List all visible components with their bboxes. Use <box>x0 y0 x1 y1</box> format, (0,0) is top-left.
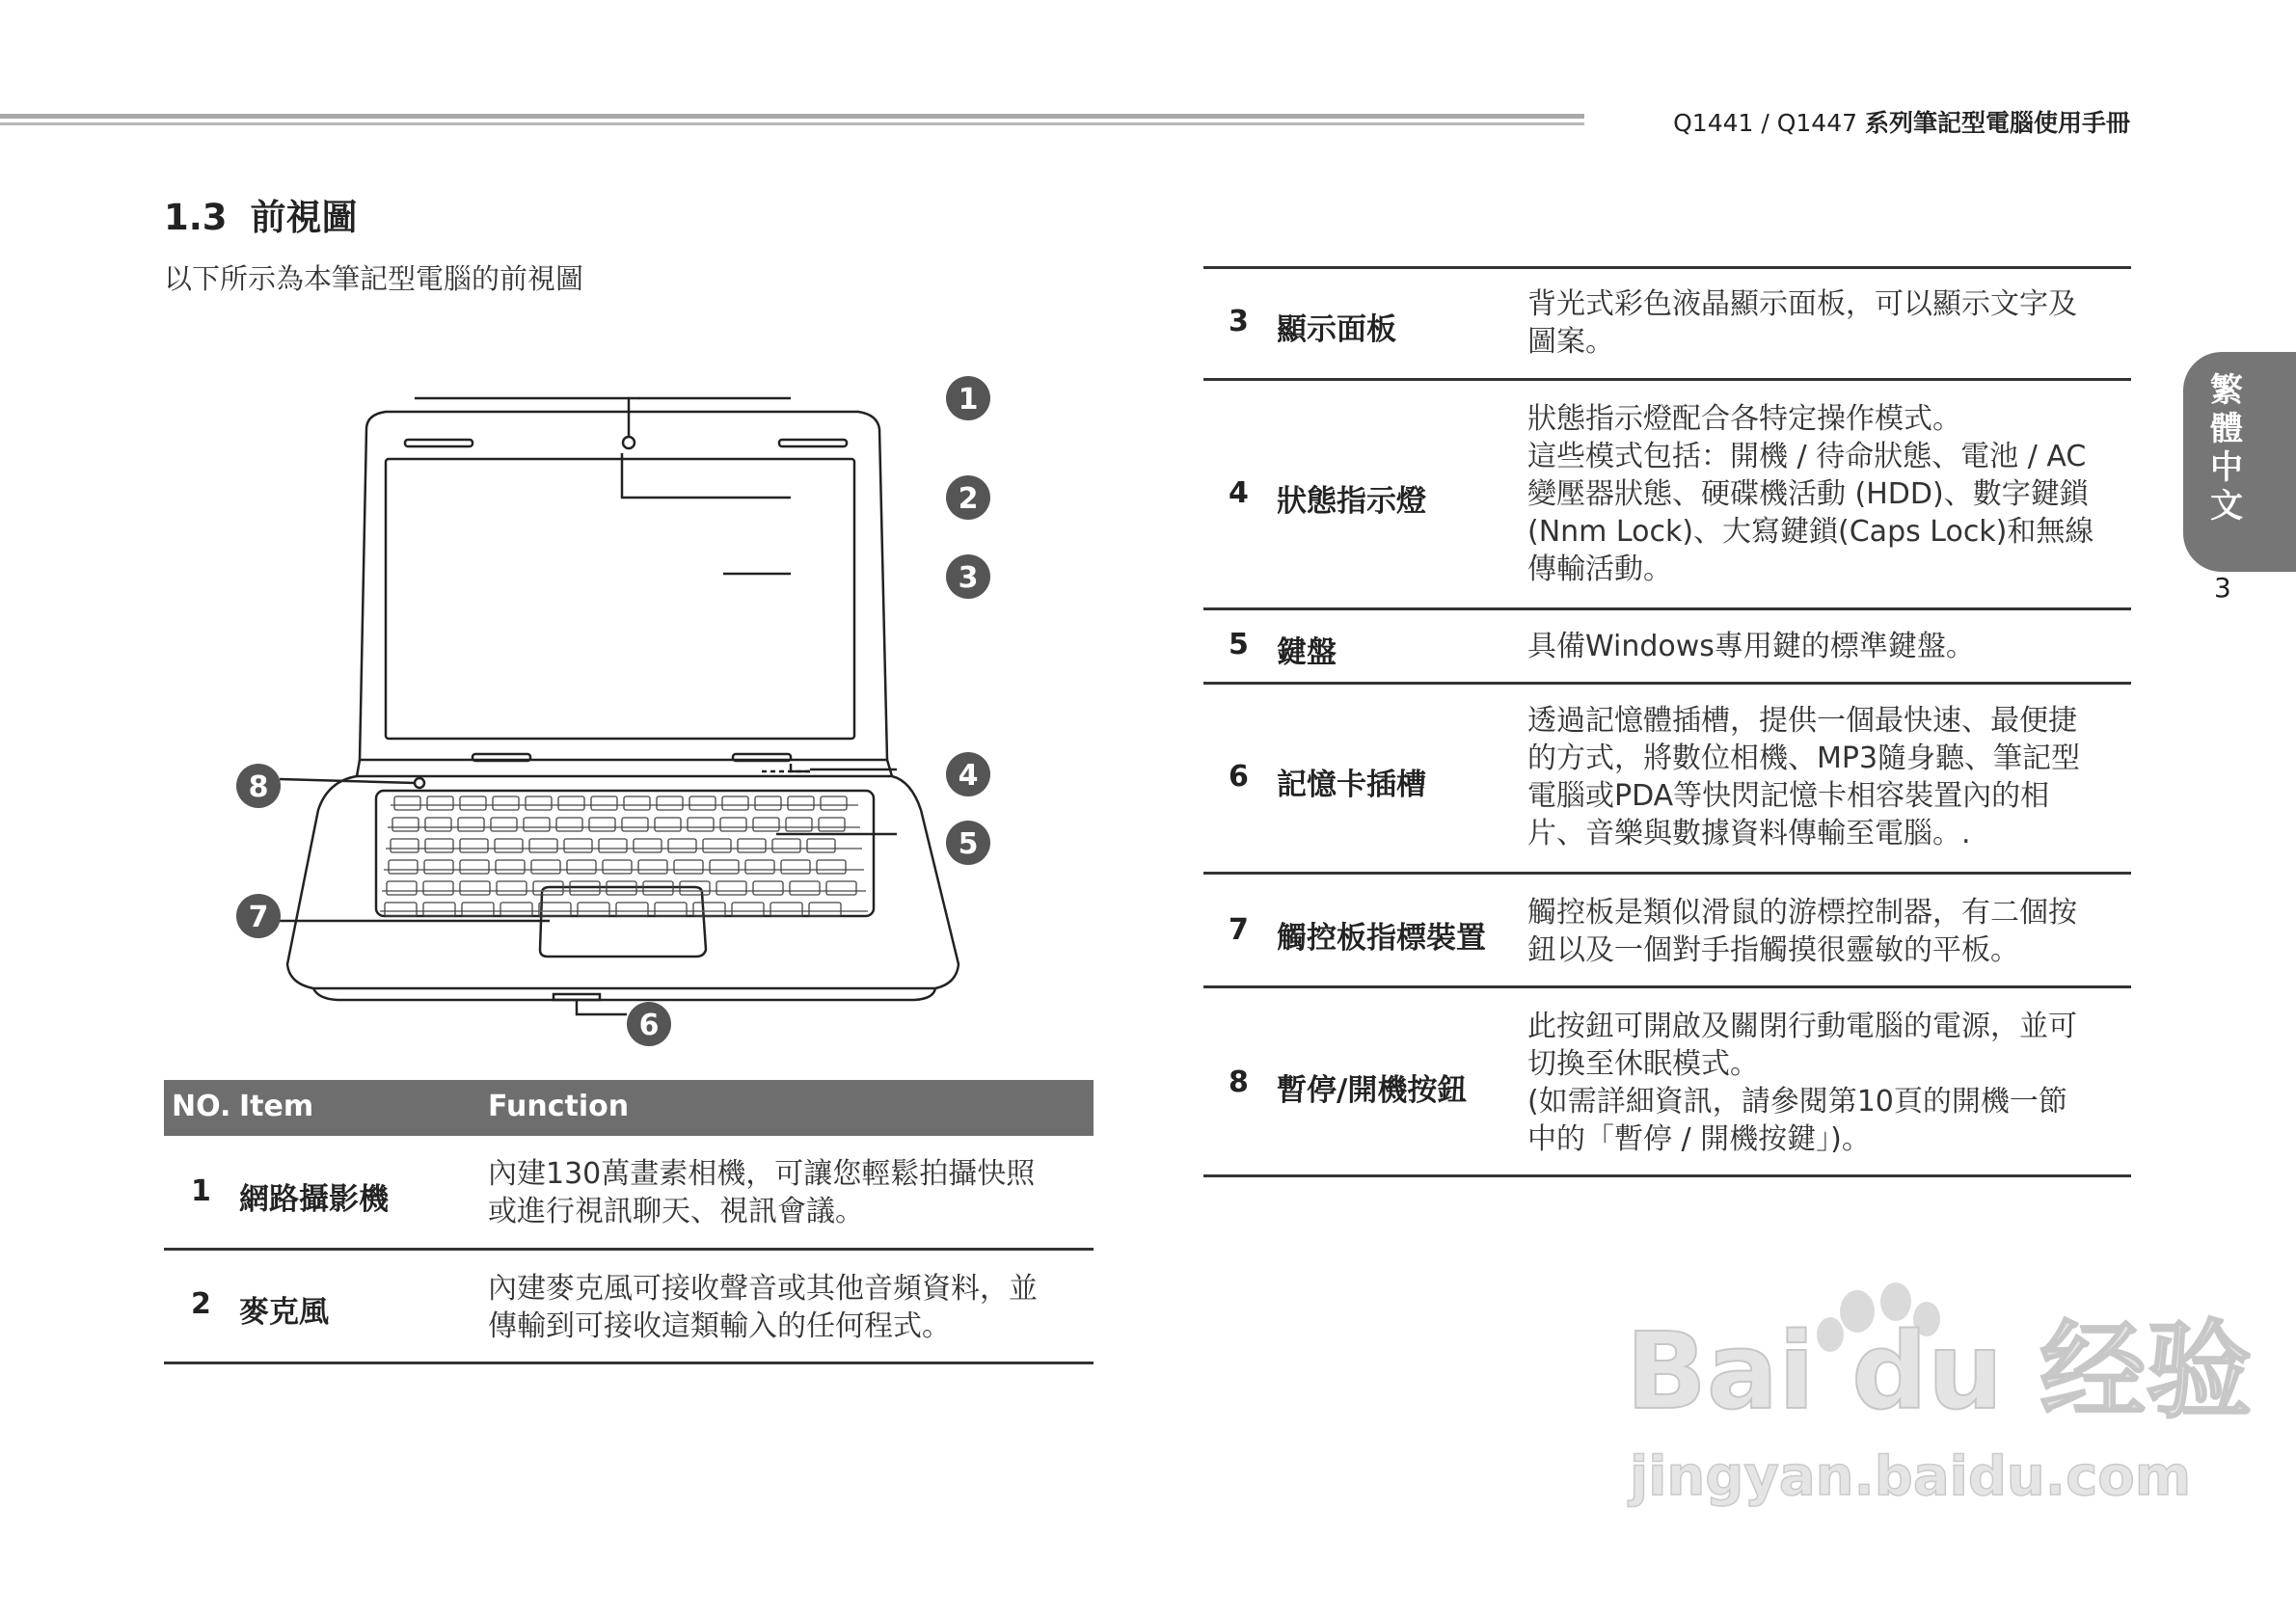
callout-1 <box>946 376 990 420</box>
table-row <box>164 1136 1094 1251</box>
keyboard-key <box>556 818 582 831</box>
keyboard-key <box>703 839 731 852</box>
keyboard-key <box>753 881 783 895</box>
row-no: 7 <box>1229 913 1249 947</box>
section-title: 前視圖 <box>250 197 358 238</box>
watermark-logo: Bai du 经验 <box>1626 1309 2253 1433</box>
callout-8 <box>236 764 281 808</box>
keyboard-key <box>531 860 560 874</box>
keyboard-key <box>772 839 800 852</box>
power-button <box>415 778 424 788</box>
keyboard-key <box>391 839 419 852</box>
row-item: 網路攝影機 <box>239 1182 389 1217</box>
keyboard-key <box>807 839 835 852</box>
row-function: 狀態指示燈配合各特定操作模式。 這些模式包括：開機 / 待命狀態、電池 / AC 變壓器狀態、硬碟機活動 (HDD)、數字鍵鎖 (Nnm Lock)、大寫鍵鎖(Caps Lock)和無線 傳輸活動。 <box>1527 402 2094 586</box>
keyboard-key <box>385 903 417 916</box>
keyboard-key <box>423 881 453 895</box>
keyboard-key <box>710 860 739 874</box>
row-no: 1 <box>191 1174 211 1208</box>
table-row <box>164 1251 1094 1364</box>
section-intro: 以下所示為本筆記型電腦的前視圖 <box>164 262 584 295</box>
keyboard-key <box>589 818 615 831</box>
card-slot <box>554 994 600 1000</box>
svg-text:5: 5 <box>958 827 979 861</box>
table-row <box>1203 875 2131 988</box>
row-item: 暫停/開機按鈕 <box>1277 1073 1468 1108</box>
keyboard-key <box>495 839 523 852</box>
keyboard-key <box>809 903 841 916</box>
keyboard-key <box>826 881 856 895</box>
svg-text:7: 7 <box>248 901 269 934</box>
keyboard-key <box>716 881 746 895</box>
row-function: 透過記憶體插槽，提供一個最快速、最便捷 的方式，將數位相機、MP3隨身聽、筆記型 電腦或PDA等快閃記憶卡相容裝置內的相 片、音樂與數據資料傳輸至電腦。. <box>1527 704 2081 850</box>
keyboard-key <box>821 796 847 810</box>
keyboard-key <box>622 818 648 831</box>
display-screen <box>386 459 854 739</box>
table-row <box>1203 988 2131 1177</box>
row-no: 3 <box>1229 305 1249 338</box>
keyboard-key <box>539 903 571 916</box>
keyboard-key <box>425 818 451 831</box>
keyboard-key <box>624 796 650 810</box>
keyboard-key <box>578 903 609 916</box>
header-title <box>1673 104 2130 139</box>
header-item: Item <box>239 1090 314 1123</box>
keyboard-key <box>524 818 550 831</box>
row-function: 此按鈕可開啟及關閉行動電腦的電源，並可 切換至休眠模式。 (如需詳細資訊，請參閱第10頁的開機一節 中的「暫停 / 開機按鍵」)。 <box>1527 1010 2077 1156</box>
keyboard-key <box>493 796 519 810</box>
row-function: 背光式彩色液晶顯示面板，可以顯示文字及 圖案。 <box>1527 287 2077 359</box>
keyboard-key <box>392 818 419 831</box>
svg-text:4: 4 <box>958 759 979 793</box>
webcam-lens <box>623 437 635 448</box>
keyboard-key <box>491 818 517 831</box>
row-no: 6 <box>1229 760 1249 794</box>
keyboard-key <box>599 839 627 852</box>
callout-7 <box>236 894 281 938</box>
keyboard-key <box>689 796 716 810</box>
row-no: 2 <box>191 1287 211 1321</box>
keyboard-key <box>753 818 779 831</box>
row-function: 具備Windows專用鍵的標準鍵盤。 <box>1527 630 1975 663</box>
keyboard-key <box>668 839 696 852</box>
keyboard-key <box>497 881 527 895</box>
keyboard-key <box>657 796 683 810</box>
keyboard-key <box>567 860 596 874</box>
row-item: 記憶卡插槽 <box>1277 768 1426 802</box>
row-item: 麥克風 <box>239 1295 329 1330</box>
keyboard-key <box>458 818 484 831</box>
row-item: 觸控板指標裝置 <box>1277 921 1486 956</box>
keyboard-key <box>424 860 453 874</box>
callout-3 <box>946 554 990 599</box>
callout-2 <box>946 475 990 520</box>
keyboard-key <box>770 903 802 916</box>
keyboard-key <box>674 860 703 874</box>
section-number: 1.3 <box>164 197 228 238</box>
svg-text:2: 2 <box>958 482 979 516</box>
keyboard-key <box>394 796 420 810</box>
table-header <box>164 1080 1094 1136</box>
keyboard-key <box>688 818 714 831</box>
svg-text:6: 6 <box>638 1009 660 1042</box>
keyboard-key <box>389 860 418 874</box>
keyboard-key <box>655 903 687 916</box>
laptop-front-view-figure <box>222 366 1032 1061</box>
keyboard-key <box>387 881 417 895</box>
keyboard-key <box>755 796 781 810</box>
table-row <box>1203 381 2131 610</box>
row-item: 鍵盤 <box>1277 635 1337 670</box>
callout-4 <box>946 752 990 796</box>
header-rule <box>0 114 1584 129</box>
keyboard-key <box>638 860 667 874</box>
keyboard-key <box>427 796 453 810</box>
keyboard-key <box>781 860 810 874</box>
keyboard-key <box>790 881 820 895</box>
keyboard-key <box>591 796 617 810</box>
lid-outline <box>360 412 887 760</box>
keyboard-key <box>655 818 681 831</box>
row-function: 內建麥克風可接收聲音或其他音頻資料，並 傳輸到可接收這類輸入的任何程式。 <box>488 1272 1038 1343</box>
keyboard-key <box>462 903 494 916</box>
table-row <box>1203 610 2131 685</box>
keyboard-key <box>558 796 584 810</box>
keyboard-key <box>819 818 845 831</box>
row-no: 4 <box>1229 476 1249 510</box>
keyboard-key <box>496 860 525 874</box>
keyboard-key <box>423 903 455 916</box>
svg-text:3: 3 <box>958 561 979 595</box>
keyboard-key <box>732 903 764 916</box>
callouts <box>236 376 990 1046</box>
keyboard-key <box>564 839 592 852</box>
keyboard-key <box>460 881 490 895</box>
header-no: NO. <box>172 1090 231 1123</box>
keyboard-key <box>460 796 486 810</box>
callout-5 <box>946 821 990 865</box>
keyboard-key <box>720 818 746 831</box>
keyboard-key <box>634 839 662 852</box>
keyboard-key <box>616 903 648 916</box>
header-function: Function <box>488 1090 630 1123</box>
keyboard-key <box>425 839 453 852</box>
row-no: 8 <box>1229 1065 1249 1099</box>
row-no: 5 <box>1229 628 1249 661</box>
row-function: 內建130萬畫素相機，可讓您輕鬆拍攝快照 或進行視訊聊天、視訊會議。 <box>488 1157 1036 1228</box>
callout-6 <box>627 1002 671 1046</box>
keyboard-key <box>460 839 488 852</box>
keyboard-key <box>745 860 774 874</box>
row-function: 觸控板是類似滑鼠的游標控制器，有二個按 鈕以及一個對手指觸摸很靈敏的平板。 <box>1527 896 2077 967</box>
header-model: Q1441 / Q1447 <box>1673 109 1858 137</box>
watermark-url: jingyan.baidu.com <box>1630 1445 2192 1508</box>
keyboard-key <box>526 796 552 810</box>
page-number: 3 <box>2214 572 2231 604</box>
keyboard-key <box>788 796 814 810</box>
table-row <box>1203 685 2131 875</box>
language-label: 繁體中文 <box>2210 371 2243 526</box>
touchpad <box>540 887 706 957</box>
table-row <box>1203 269 2131 381</box>
keyboard-key <box>529 839 557 852</box>
section-heading <box>164 188 358 240</box>
keyboard-key <box>500 903 532 916</box>
keyboard-key <box>460 860 489 874</box>
keyboard-key <box>786 818 812 831</box>
keyboard-key <box>817 860 846 874</box>
keyboard-key <box>722 796 748 810</box>
keyboard-key <box>603 860 632 874</box>
keyboard-key <box>693 903 725 916</box>
header-manual-title: 系列筆記型電腦使用手冊 <box>1864 109 2130 137</box>
row-item: 狀態指示燈 <box>1277 484 1426 519</box>
keyboard-key <box>738 839 766 852</box>
svg-text:8: 8 <box>248 770 269 804</box>
baidu-watermark <box>1626 1273 2253 1524</box>
svg-text:1: 1 <box>958 383 979 417</box>
row-item: 顯示面板 <box>1277 312 1396 347</box>
